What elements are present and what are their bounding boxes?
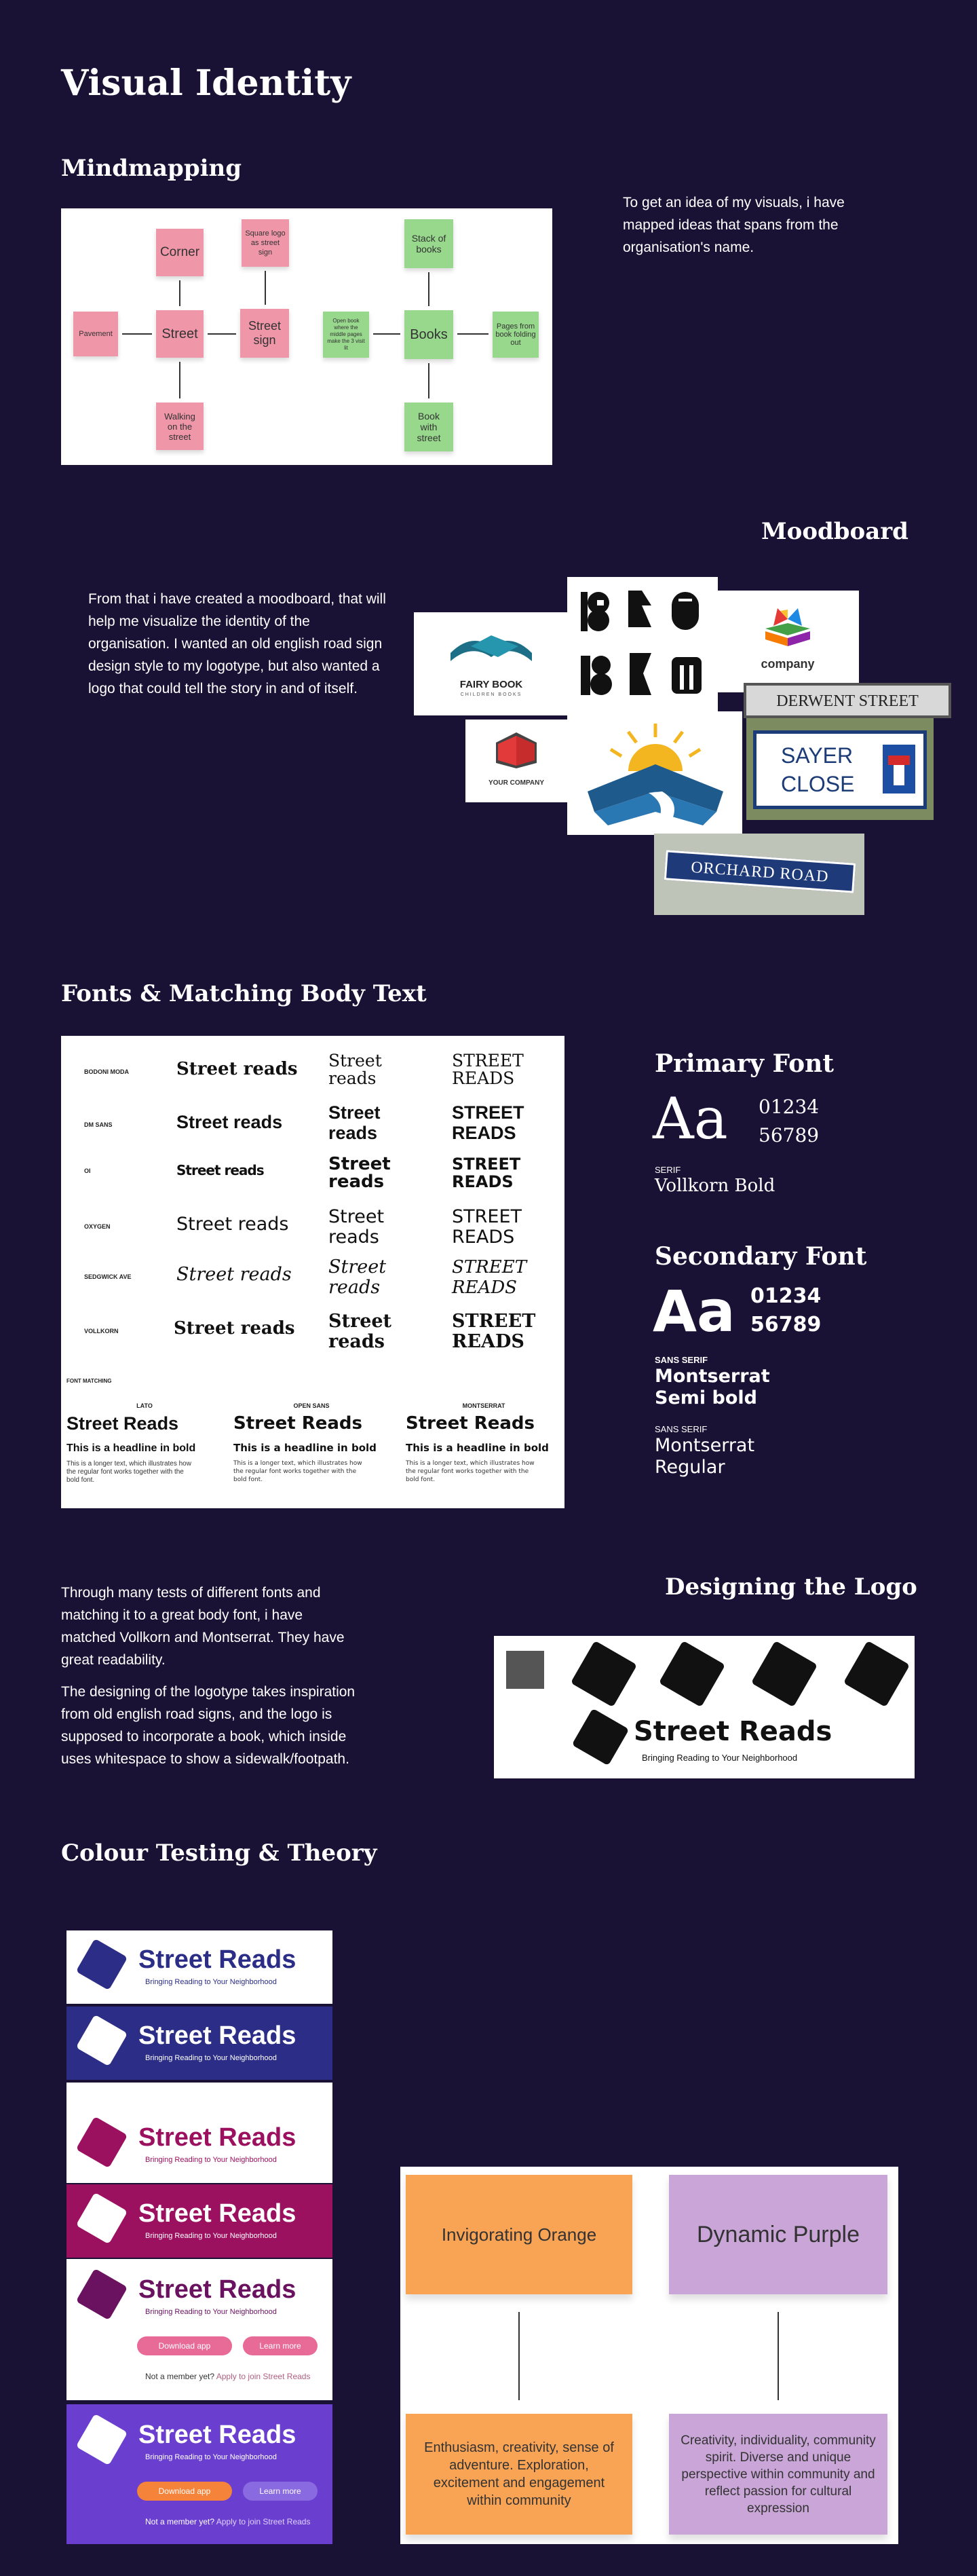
secondary-category: SANS SERIF: [655, 1424, 708, 1434]
logo-panel: [494, 1636, 915, 1778]
note-pavement: Pavement: [73, 312, 118, 356]
font-sample: Street reads: [328, 1102, 381, 1143]
font-sample: Street reads: [328, 1311, 392, 1352]
matching-body: This is a longer text, which illustrates how the regular font works together with the bold font.: [233, 1460, 362, 1483]
matching-title: Street Reads: [406, 1413, 535, 1434]
secondary-category: SANS SERIF: [655, 1355, 708, 1365]
font-sample: Street reads: [176, 1112, 283, 1132]
matching-headline: This is a headline in bold: [233, 1442, 377, 1454]
matching-lato: [66, 1402, 223, 1485]
primary-digits: 01234: [759, 1096, 820, 1118]
fairy-book-sub: CHILDREN BOOKS: [460, 692, 522, 697]
matching-body: This is a longer text, which illustrates how the regular font works together with the bold font.: [406, 1460, 535, 1483]
secondary-font-name: Montserrat: [655, 1366, 770, 1387]
logo-heading: Designing the Logo: [665, 1573, 917, 1601]
apply-link[interactable]: Apply to join Street Reads: [216, 2372, 311, 2381]
moodboard-orchard-sign: [654, 834, 864, 915]
note-book-with-street: Book with street: [404, 403, 453, 451]
logo-description: The designing of the logotype takes inspiration from old english road signs, and the logo is supposed to incorporate a book, which inside uses whitespace to show a sidewalk/footpath.: [61, 1684, 356, 1767]
orchard-text: ORCHARD ROAD: [690, 858, 830, 886]
font-label: VOLLKORN: [84, 1328, 119, 1334]
brand-tagline: Bringing Reading to Your Neighborhood: [145, 2453, 277, 2461]
moodboard-b-letters: [567, 577, 718, 713]
colour-heading: Colour Testing & Theory: [61, 1840, 377, 1867]
no-through-road-icon: [883, 745, 915, 794]
font-sample: STREET READS: [452, 1206, 522, 1248]
logo-brand-name: Street Reads: [634, 1716, 832, 1747]
secondary-font-name: Montserrat: [655, 1435, 755, 1456]
brand-tagline: Bringing Reading to Your Neighborhood: [145, 2232, 277, 2240]
font-sample: STREET READS: [452, 1311, 536, 1352]
colour-tests: [66, 1930, 332, 2544]
font-sample: STREET READS: [452, 1155, 521, 1191]
sunrise-book-icon: [581, 717, 730, 831]
letter-b-icons: [577, 585, 710, 705]
moodboard-sayer-sign: [746, 718, 934, 820]
orange-description-note: Enthusiasm, creativity, sense of adventure. Exploration, excitement and engagement within community: [406, 2414, 632, 2535]
book-logo-icon: [76, 2116, 128, 2168]
brand-name: Street Reads: [138, 1945, 296, 1974]
secondary-font-weight: Semi bold: [655, 1387, 758, 1408]
book-logo-icon: [76, 2269, 128, 2320]
font-sample: Street reads: [176, 1214, 289, 1235]
secondary-font-heading: Secondary Font: [655, 1242, 867, 1271]
moodboard-company: [716, 591, 859, 692]
fairy-book-text: FAIRY BOOK: [459, 679, 523, 690]
secondary-digits: 56789: [750, 1313, 822, 1337]
note-walking: Walking on the street: [156, 403, 204, 450]
moodboard-derwent-sign: [744, 683, 951, 718]
font-label: DM SANS: [84, 1121, 113, 1128]
brand-name: Street Reads: [138, 2123, 296, 2152]
secondary-font-sample: Aa: [653, 1278, 735, 1345]
red-book-icon: [493, 729, 540, 770]
page-title: Visual Identity: [61, 62, 351, 104]
not-member-text: Not a member yet?: [145, 2372, 215, 2381]
matching-title: Street Reads: [233, 1413, 363, 1434]
book-logo-icon: [76, 2015, 128, 2066]
logo-tagline: Bringing Reading to Your Neighborhood: [642, 1753, 798, 1763]
mindmap-panel: [61, 208, 552, 465]
arrow-up: [179, 280, 180, 306]
colour-test-plum-on-white: [66, 2259, 332, 2400]
arrow-down: [179, 362, 180, 398]
mindmap-description: To get an idea of my visuals, i have mapped ideas that spans from the organisation's name.: [623, 195, 845, 255]
company-text: company: [761, 657, 815, 671]
arrow-down: [428, 363, 429, 398]
fonts-summary: Through many tests of different fonts and matching it to a great body font, i have matched Vollkorn and Montserrat. They have great readability.: [61, 1585, 345, 1668]
orange-title-note: Invigorating Orange: [406, 2175, 632, 2294]
brand-name: Street Reads: [138, 2021, 296, 2050]
purple-title-note: Dynamic Purple: [669, 2175, 887, 2294]
note-corner: Corner: [156, 229, 204, 276]
note-pages-folding: Pages from book folding out: [493, 312, 539, 358]
font-sample: Street reads: [328, 1154, 391, 1192]
not-member-text: Not a member yet?: [145, 2517, 215, 2526]
moodboard-description: From that i have created a moodboard, that will help me visualize the identity of the organisation. I wanted an old english road sign design style to my logotype, but also wanted a logo that could tell the story in and of itself.: [88, 591, 386, 696]
primary-font-sample: Aa: [653, 1085, 728, 1152]
arrow-right: [457, 333, 488, 335]
note-stack: Stack of books: [404, 219, 453, 268]
close-text: CLOSE: [781, 772, 855, 796]
font-sample: STREET READS: [452, 1051, 524, 1088]
font-sample: Street reads: [176, 1059, 298, 1079]
brand-tagline: Bringing Reading to Your Neighborhood: [145, 2054, 277, 2062]
arrow-down: [778, 2312, 779, 2400]
font-matching-label: FONT MATCHING: [66, 1378, 112, 1384]
font-sample: Street reads: [328, 1256, 387, 1298]
colour-test-white-on-navy: [66, 2006, 332, 2080]
matching-font-name: MONTSERRAT: [462, 1402, 505, 1409]
font-label: OI: [84, 1168, 91, 1174]
brand-tagline: Bringing Reading to Your Neighborhood: [145, 1978, 277, 1986]
matching-title: Street Reads: [66, 1413, 179, 1434]
font-sample: Street reads: [174, 1318, 295, 1339]
learn-more-button[interactable]: Learn more: [243, 2482, 318, 2501]
font-sample: Street reads: [176, 1264, 292, 1285]
secondary-font-weight: Regular: [655, 1457, 725, 1478]
primary-category: SERIF: [655, 1165, 681, 1175]
moodboard-heading: Moodboard: [761, 518, 908, 545]
note-open-book: Open book where the middle pages make the 3 visit lit: [323, 312, 369, 358]
font-sample: STREET READS: [452, 1102, 524, 1143]
arrow-right: [208, 333, 236, 335]
font-sample: STREET READS: [452, 1257, 527, 1298]
primary-font-name: Vollkorn Bold: [655, 1176, 775, 1196]
download-app-button[interactable]: Download app: [137, 2482, 232, 2501]
matching-headline: This is a headline in bold: [406, 1442, 549, 1454]
matching-headline: This is a headline in bold: [66, 1442, 196, 1454]
arrow-down: [518, 2312, 520, 2400]
font-label: BODONI MODA: [84, 1068, 129, 1075]
arrow-up: [265, 271, 266, 305]
font-label: SEDGWICK AVE: [84, 1273, 132, 1280]
font-label: OXYGEN: [84, 1223, 111, 1230]
purple-description-note: Creativity, individuality, community spirit. Diverse and unique perspective within community and reflect passion for cultural expression: [669, 2414, 887, 2535]
matching-montserrat: [406, 1402, 562, 1484]
book-logo-icon: [751, 1641, 818, 1707]
book-logo-icon: [444, 626, 539, 673]
apply-link[interactable]: Apply to join Street Reads: [216, 2517, 311, 2526]
primary-digits: 56789: [759, 1124, 820, 1146]
book-logo-icon: [572, 1709, 630, 1766]
derwent-text: DERWENT STREET: [776, 692, 919, 710]
colorful-book-icon: [764, 608, 811, 648]
matching-open-sans: [233, 1402, 389, 1484]
moodboard-collage: [414, 577, 957, 916]
font-sample: Street reads: [328, 1051, 382, 1088]
arrow-up: [428, 272, 429, 306]
fonts-panel: [61, 1036, 564, 1508]
matching-body: This is a longer text, which illustrates how the regular font works together with the bold font.: [66, 1460, 191, 1484]
colour-test-navy-on-white: [66, 1930, 332, 2004]
arrow-left: [122, 333, 152, 335]
your-company-text: YOUR COMPANY: [488, 779, 545, 787]
fonts-heading: Fonts & Matching Body Text: [61, 980, 427, 1007]
learn-more-button[interactable]: Learn more: [243, 2336, 318, 2355]
book-logo-icon: [843, 1641, 910, 1707]
primary-font-heading: Primary Font: [655, 1049, 834, 1078]
sayer-text: SAYER: [781, 743, 854, 768]
colour-theory-panel: [400, 2167, 898, 2544]
note-square-logo: Square logo as street sign: [242, 219, 289, 267]
colour-test-magenta-on-white: [66, 2083, 332, 2183]
brand-tagline: Bringing Reading to Your Neighborhood: [145, 2156, 277, 2164]
download-app-button[interactable]: Download app: [137, 2336, 232, 2355]
colour-test-white-on-violet: [66, 2404, 332, 2544]
book-logo-icon: [76, 2414, 128, 2465]
brand-tagline: Bringing Reading to Your Neighborhood: [145, 2308, 277, 2316]
brand-name: Street Reads: [138, 2199, 296, 2228]
arrow-left: [373, 333, 400, 335]
matching-font-name: LATO: [136, 1402, 153, 1409]
square-logo-icon: [506, 1651, 544, 1689]
moodboard-fairy-book: [414, 612, 569, 715]
note-street-sign: Street sign: [240, 309, 289, 358]
moodboard-sunrise-book: [567, 711, 742, 835]
brand-name: Street Reads: [138, 2421, 296, 2449]
moodboard-your-company: [465, 720, 567, 802]
font-sample: Street reads: [328, 1206, 385, 1248]
secondary-digits: 01234: [750, 1284, 822, 1308]
book-logo-icon: [659, 1641, 725, 1707]
matching-font-name: OPEN SANS: [293, 1402, 330, 1409]
book-logo-icon: [76, 2192, 128, 2244]
font-sample: Street reads: [176, 1162, 264, 1178]
mindmap-heading: Mindmapping: [61, 155, 242, 182]
book-logo-icon: [571, 1641, 637, 1707]
brand-name: Street Reads: [138, 2275, 296, 2304]
book-logo-icon: [76, 1939, 128, 1990]
colour-test-white-on-magenta: [66, 2184, 332, 2258]
note-books: Books: [404, 310, 453, 359]
note-street: Street: [156, 310, 204, 358]
